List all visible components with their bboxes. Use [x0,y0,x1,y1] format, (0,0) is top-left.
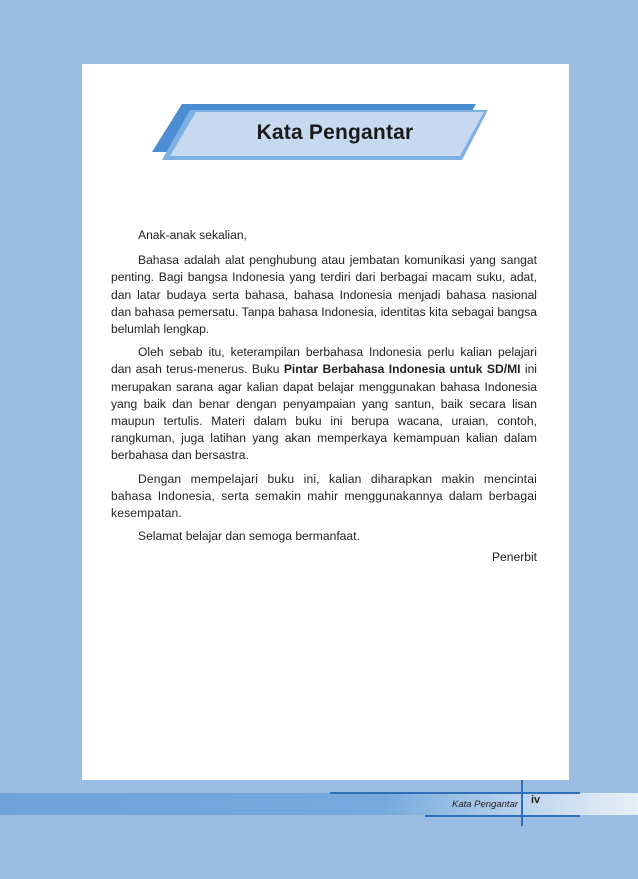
title-banner [150,102,492,164]
paragraph-4: Selamat belajar dan semoga bermanfaat. [138,529,360,544]
footer-divider [521,780,523,826]
footer-label: Kata Pengantar [452,799,519,810]
page-title: Kata Pengantar [256,121,414,144]
paragraph-2-start: Oleh sebab itu, keterampilan berbahasa Indonesia perlu kalian pelajari dan asah terus-menerus. Buku [111,345,537,377]
paragraph-1: Bahasa adalah alat penghubung atau jembatan komunikasi yang sangat penting. Bagi bangsa Indonesia yang terdiri dari berbagai macam suku, adat, dan latar budaya serta bahasa, bahasa Indonesia menjadi bahasa nasional dan bahasa pemersatu. Tanpa bahasa Indonesia, identitas kita sebagai bangsa belumlah lengkap. [111,253,537,337]
footer-line-bottom [425,815,580,817]
body-text [111,227,537,551]
paragraph-2-end: ini merupakan sarana agar kalian dapat belajar menggunakan bahasa Indonesia yang baik dan benar dengan penyampaian yang santun, baik secara lisan maupun tertulis. Materi dalam buku ini berupa wacana, uraian, contoh, rangkuman, juga latihan yang akan memperkaya kemampuan kalian dalam berbahasa dan bersastra. [111,362,537,463]
paragraph-3: Dengan mempelajari buku ini, kalian diharapkan makin mencintai bahasa Indonesia, serta semakin mahir menggunakannya dalam berbagai kesempatan. [111,471,537,521]
greeting: Anak-anak sekalian, [138,228,247,242]
footer-line-top [330,792,580,794]
book-title: Pintar Berbahasa Indonesia untuk SD/MI [283,362,521,377]
footer-bar [0,793,638,815]
signoff: Penerbit [491,550,537,564]
paragraph-2 [111,344,537,464]
page-number: iv [531,794,541,806]
